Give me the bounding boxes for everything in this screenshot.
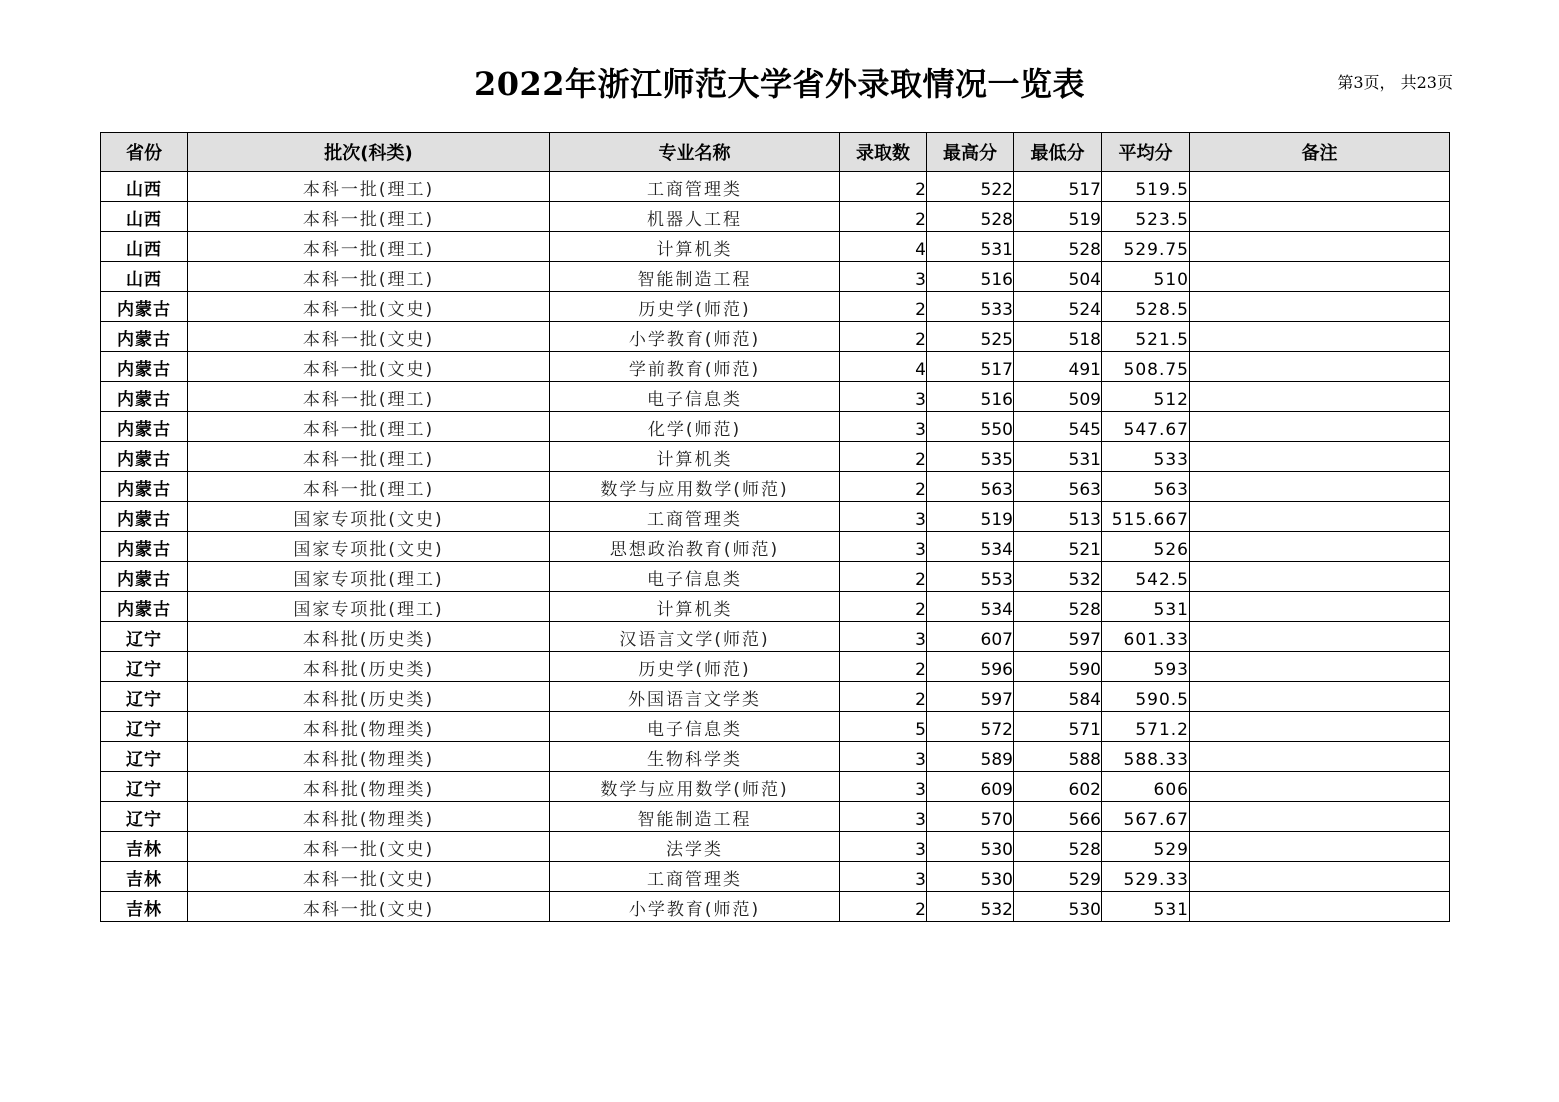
province-cell: 吉林 <box>101 832 188 862</box>
min-score-cell: 566 <box>1014 802 1102 832</box>
count-cell: 3 <box>840 622 927 652</box>
batch-cell: 国家专项批(文史) <box>188 502 550 532</box>
note-cell <box>1190 442 1450 472</box>
count-cell: 4 <box>840 352 927 382</box>
province-cell: 内蒙古 <box>101 322 188 352</box>
note-cell <box>1190 682 1450 712</box>
table-row <box>101 892 1450 922</box>
batch-cell: 本科一批(理工) <box>188 382 550 412</box>
province-cell: 内蒙古 <box>101 352 188 382</box>
header-min: 最低分 <box>1014 133 1102 172</box>
min-score-cell: 602 <box>1014 772 1102 802</box>
major-cell: 计算机类 <box>550 232 840 262</box>
count-cell: 4 <box>840 232 927 262</box>
table-row <box>101 232 1450 262</box>
table-row <box>101 262 1450 292</box>
header-province: 省份 <box>101 133 188 172</box>
note-cell <box>1190 412 1450 442</box>
table-row <box>101 652 1450 682</box>
major-cell: 数学与应用数学(师范) <box>550 472 840 502</box>
batch-cell: 本科一批(文史) <box>188 832 550 862</box>
table-row <box>101 802 1450 832</box>
max-score-cell: 516 <box>927 262 1014 292</box>
max-score-cell: 563 <box>927 472 1014 502</box>
major-cell: 电子信息类 <box>550 382 840 412</box>
min-score-cell: 529 <box>1014 862 1102 892</box>
major-cell: 机器人工程 <box>550 202 840 232</box>
avg-score-cell: 519.5 <box>1102 172 1190 202</box>
major-cell: 学前教育(师范) <box>550 352 840 382</box>
note-cell <box>1190 292 1450 322</box>
note-cell <box>1190 862 1450 892</box>
note-cell <box>1190 172 1450 202</box>
min-score-cell: 597 <box>1014 622 1102 652</box>
table-row <box>101 202 1450 232</box>
province-cell: 内蒙古 <box>101 412 188 442</box>
count-cell: 2 <box>840 892 927 922</box>
batch-cell: 国家专项批(理工) <box>188 592 550 622</box>
note-cell <box>1190 202 1450 232</box>
avg-score-cell: 529.33 <box>1102 862 1190 892</box>
note-cell <box>1190 742 1450 772</box>
table-body <box>101 172 1450 922</box>
max-score-cell: 550 <box>927 412 1014 442</box>
count-cell: 2 <box>840 322 927 352</box>
province-cell: 内蒙古 <box>101 292 188 322</box>
province-cell: 内蒙古 <box>101 532 188 562</box>
avg-score-cell: 533 <box>1102 442 1190 472</box>
batch-cell: 本科批(物理类) <box>188 772 550 802</box>
count-cell: 3 <box>840 532 927 562</box>
major-cell: 数学与应用数学(师范) <box>550 772 840 802</box>
avg-score-cell: 510 <box>1102 262 1190 292</box>
note-cell <box>1190 802 1450 832</box>
batch-cell: 国家专项批(理工) <box>188 562 550 592</box>
count-cell: 2 <box>840 172 927 202</box>
batch-cell: 本科一批(文史) <box>188 292 550 322</box>
count-cell: 2 <box>840 292 927 322</box>
province-cell: 辽宁 <box>101 712 188 742</box>
header-avg: 平均分 <box>1102 133 1190 172</box>
count-cell: 2 <box>840 202 927 232</box>
max-score-cell: 532 <box>927 892 1014 922</box>
batch-cell: 本科一批(文史) <box>188 352 550 382</box>
count-cell: 5 <box>840 712 927 742</box>
count-cell: 3 <box>840 862 927 892</box>
major-cell: 计算机类 <box>550 442 840 472</box>
major-cell: 小学教育(师范) <box>550 892 840 922</box>
major-cell: 外国语言文学类 <box>550 682 840 712</box>
table-row <box>101 172 1450 202</box>
count-cell: 2 <box>840 472 927 502</box>
max-score-cell: 535 <box>927 442 1014 472</box>
province-cell: 山西 <box>101 232 188 262</box>
min-score-cell: 590 <box>1014 652 1102 682</box>
table-row <box>101 352 1450 382</box>
table-row <box>101 772 1450 802</box>
province-cell: 山西 <box>101 262 188 292</box>
min-score-cell: 513 <box>1014 502 1102 532</box>
avg-score-cell: 601.33 <box>1102 622 1190 652</box>
major-cell: 工商管理类 <box>550 862 840 892</box>
major-cell: 化学(师范) <box>550 412 840 442</box>
batch-cell: 本科批(物理类) <box>188 742 550 772</box>
note-cell <box>1190 262 1450 292</box>
province-cell: 辽宁 <box>101 622 188 652</box>
batch-cell: 本科一批(理工) <box>188 472 550 502</box>
batch-cell: 本科一批(理工) <box>188 232 550 262</box>
min-score-cell: 571 <box>1014 712 1102 742</box>
major-cell: 电子信息类 <box>550 712 840 742</box>
note-cell <box>1190 502 1450 532</box>
avg-score-cell: 547.67 <box>1102 412 1190 442</box>
min-score-cell: 531 <box>1014 442 1102 472</box>
avg-score-cell: 531 <box>1102 592 1190 622</box>
note-cell <box>1190 532 1450 562</box>
province-cell: 山西 <box>101 202 188 232</box>
min-score-cell: 584 <box>1014 682 1102 712</box>
max-score-cell: 517 <box>927 352 1014 382</box>
min-score-cell: 519 <box>1014 202 1102 232</box>
count-cell: 3 <box>840 382 927 412</box>
batch-cell: 本科批(物理类) <box>188 802 550 832</box>
max-score-cell: 597 <box>927 682 1014 712</box>
note-cell <box>1190 652 1450 682</box>
batch-cell: 本科一批(文史) <box>188 892 550 922</box>
avg-score-cell: 528.5 <box>1102 292 1190 322</box>
major-cell: 法学类 <box>550 832 840 862</box>
province-cell: 内蒙古 <box>101 562 188 592</box>
max-score-cell: 607 <box>927 622 1014 652</box>
min-score-cell: 588 <box>1014 742 1102 772</box>
batch-cell: 本科一批(文史) <box>188 322 550 352</box>
min-score-cell: 545 <box>1014 412 1102 442</box>
max-score-cell: 572 <box>927 712 1014 742</box>
batch-cell: 本科一批(理工) <box>188 202 550 232</box>
note-cell <box>1190 472 1450 502</box>
page-title: 2022年浙江师范大学省外录取情况一览表 <box>473 65 1086 103</box>
note-cell <box>1190 712 1450 742</box>
note-cell <box>1190 352 1450 382</box>
avg-score-cell: 529 <box>1102 832 1190 862</box>
max-score-cell: 609 <box>927 772 1014 802</box>
avg-score-cell: 512 <box>1102 382 1190 412</box>
min-score-cell: 509 <box>1014 382 1102 412</box>
count-cell: 3 <box>840 742 927 772</box>
batch-cell: 国家专项批(文史) <box>188 532 550 562</box>
min-score-cell: 528 <box>1014 232 1102 262</box>
batch-cell: 本科批(历史类) <box>188 682 550 712</box>
max-score-cell: 530 <box>927 862 1014 892</box>
max-score-cell: 519 <box>927 502 1014 532</box>
avg-score-cell: 526 <box>1102 532 1190 562</box>
province-cell: 辽宁 <box>101 742 188 772</box>
note-cell <box>1190 232 1450 262</box>
header-major: 专业名称 <box>550 133 840 172</box>
count-cell: 3 <box>840 502 927 532</box>
max-score-cell: 528 <box>927 202 1014 232</box>
avg-score-cell: 588.33 <box>1102 742 1190 772</box>
avg-score-cell: 567.67 <box>1102 802 1190 832</box>
count-cell: 3 <box>840 802 927 832</box>
min-score-cell: 524 <box>1014 292 1102 322</box>
page-number: 第3页， 共23页 <box>1337 73 1453 92</box>
major-cell: 工商管理类 <box>550 502 840 532</box>
batch-cell: 本科批(历史类) <box>188 652 550 682</box>
major-cell: 历史学(师范) <box>550 292 840 322</box>
avg-score-cell: 529.75 <box>1102 232 1190 262</box>
note-cell <box>1190 382 1450 412</box>
avg-score-cell: 508.75 <box>1102 352 1190 382</box>
avg-score-cell: 521.5 <box>1102 322 1190 352</box>
avg-score-cell: 593 <box>1102 652 1190 682</box>
major-cell: 工商管理类 <box>550 172 840 202</box>
table-row <box>101 742 1450 772</box>
header-count: 录取数 <box>840 133 927 172</box>
max-score-cell: 589 <box>927 742 1014 772</box>
province-cell: 内蒙古 <box>101 502 188 532</box>
province-cell: 辽宁 <box>101 772 188 802</box>
batch-cell: 本科一批(理工) <box>188 262 550 292</box>
batch-cell: 本科一批(理工) <box>188 172 550 202</box>
table-row <box>101 862 1450 892</box>
table-row <box>101 292 1450 322</box>
min-score-cell: 491 <box>1014 352 1102 382</box>
avg-score-cell: 606 <box>1102 772 1190 802</box>
max-score-cell: 570 <box>927 802 1014 832</box>
note-cell <box>1190 562 1450 592</box>
header-note: 备注 <box>1190 133 1450 172</box>
province-cell: 内蒙古 <box>101 382 188 412</box>
table-row <box>101 562 1450 592</box>
max-score-cell: 553 <box>927 562 1014 592</box>
min-score-cell: 518 <box>1014 322 1102 352</box>
province-cell: 辽宁 <box>101 682 188 712</box>
major-cell: 智能制造工程 <box>550 802 840 832</box>
batch-cell: 本科一批(理工) <box>188 412 550 442</box>
min-score-cell: 530 <box>1014 892 1102 922</box>
min-score-cell: 563 <box>1014 472 1102 502</box>
batch-cell: 本科批(物理类) <box>188 712 550 742</box>
admission-table <box>100 132 1450 922</box>
batch-cell: 本科批(历史类) <box>188 622 550 652</box>
avg-score-cell: 590.5 <box>1102 682 1190 712</box>
min-score-cell: 532 <box>1014 562 1102 592</box>
batch-cell: 本科一批(理工) <box>188 442 550 472</box>
min-score-cell: 528 <box>1014 832 1102 862</box>
min-score-cell: 521 <box>1014 532 1102 562</box>
table-row <box>101 592 1450 622</box>
min-score-cell: 528 <box>1014 592 1102 622</box>
note-cell <box>1190 772 1450 802</box>
min-score-cell: 504 <box>1014 262 1102 292</box>
province-cell: 内蒙古 <box>101 592 188 622</box>
max-score-cell: 534 <box>927 592 1014 622</box>
major-cell: 汉语言文学(师范) <box>550 622 840 652</box>
table-row <box>101 532 1450 562</box>
major-cell: 智能制造工程 <box>550 262 840 292</box>
note-cell <box>1190 892 1450 922</box>
count-cell: 3 <box>840 772 927 802</box>
count-cell: 2 <box>840 442 927 472</box>
count-cell: 2 <box>840 592 927 622</box>
province-cell: 内蒙古 <box>101 472 188 502</box>
major-cell: 思想政治教育(师范) <box>550 532 840 562</box>
major-cell: 生物科学类 <box>550 742 840 772</box>
major-cell: 计算机类 <box>550 592 840 622</box>
table-row <box>101 322 1450 352</box>
table-row <box>101 832 1450 862</box>
max-score-cell: 525 <box>927 322 1014 352</box>
max-score-cell: 534 <box>927 532 1014 562</box>
header-batch: 批次(科类) <box>188 133 550 172</box>
province-cell: 吉林 <box>101 862 188 892</box>
table-row <box>101 682 1450 712</box>
max-score-cell: 522 <box>927 172 1014 202</box>
major-cell: 电子信息类 <box>550 562 840 592</box>
batch-cell: 本科一批(文史) <box>188 862 550 892</box>
avg-score-cell: 563 <box>1102 472 1190 502</box>
table-header-row <box>101 133 1450 172</box>
max-score-cell: 530 <box>927 832 1014 862</box>
header-max: 最高分 <box>927 133 1014 172</box>
count-cell: 2 <box>840 682 927 712</box>
count-cell: 3 <box>840 262 927 292</box>
max-score-cell: 596 <box>927 652 1014 682</box>
table-row <box>101 622 1450 652</box>
note-cell <box>1190 832 1450 862</box>
table-row <box>101 472 1450 502</box>
table-row <box>101 412 1450 442</box>
table-row <box>101 502 1450 532</box>
table-row <box>101 442 1450 472</box>
count-cell: 2 <box>840 562 927 592</box>
count-cell: 2 <box>840 652 927 682</box>
major-cell: 历史学(师范) <box>550 652 840 682</box>
note-cell <box>1190 322 1450 352</box>
max-score-cell: 516 <box>927 382 1014 412</box>
province-cell: 辽宁 <box>101 652 188 682</box>
count-cell: 3 <box>840 412 927 442</box>
note-cell <box>1190 622 1450 652</box>
avg-score-cell: 571.2 <box>1102 712 1190 742</box>
avg-score-cell: 542.5 <box>1102 562 1190 592</box>
province-cell: 山西 <box>101 172 188 202</box>
province-cell: 吉林 <box>101 892 188 922</box>
note-cell <box>1190 592 1450 622</box>
province-cell: 辽宁 <box>101 802 188 832</box>
table-row <box>101 712 1450 742</box>
province-cell: 内蒙古 <box>101 442 188 472</box>
max-score-cell: 533 <box>927 292 1014 322</box>
major-cell: 小学教育(师范) <box>550 322 840 352</box>
avg-score-cell: 515.667 <box>1102 502 1190 532</box>
avg-score-cell: 523.5 <box>1102 202 1190 232</box>
min-score-cell: 517 <box>1014 172 1102 202</box>
table-row <box>101 382 1450 412</box>
avg-score-cell: 531 <box>1102 892 1190 922</box>
count-cell: 3 <box>840 832 927 862</box>
max-score-cell: 531 <box>927 232 1014 262</box>
